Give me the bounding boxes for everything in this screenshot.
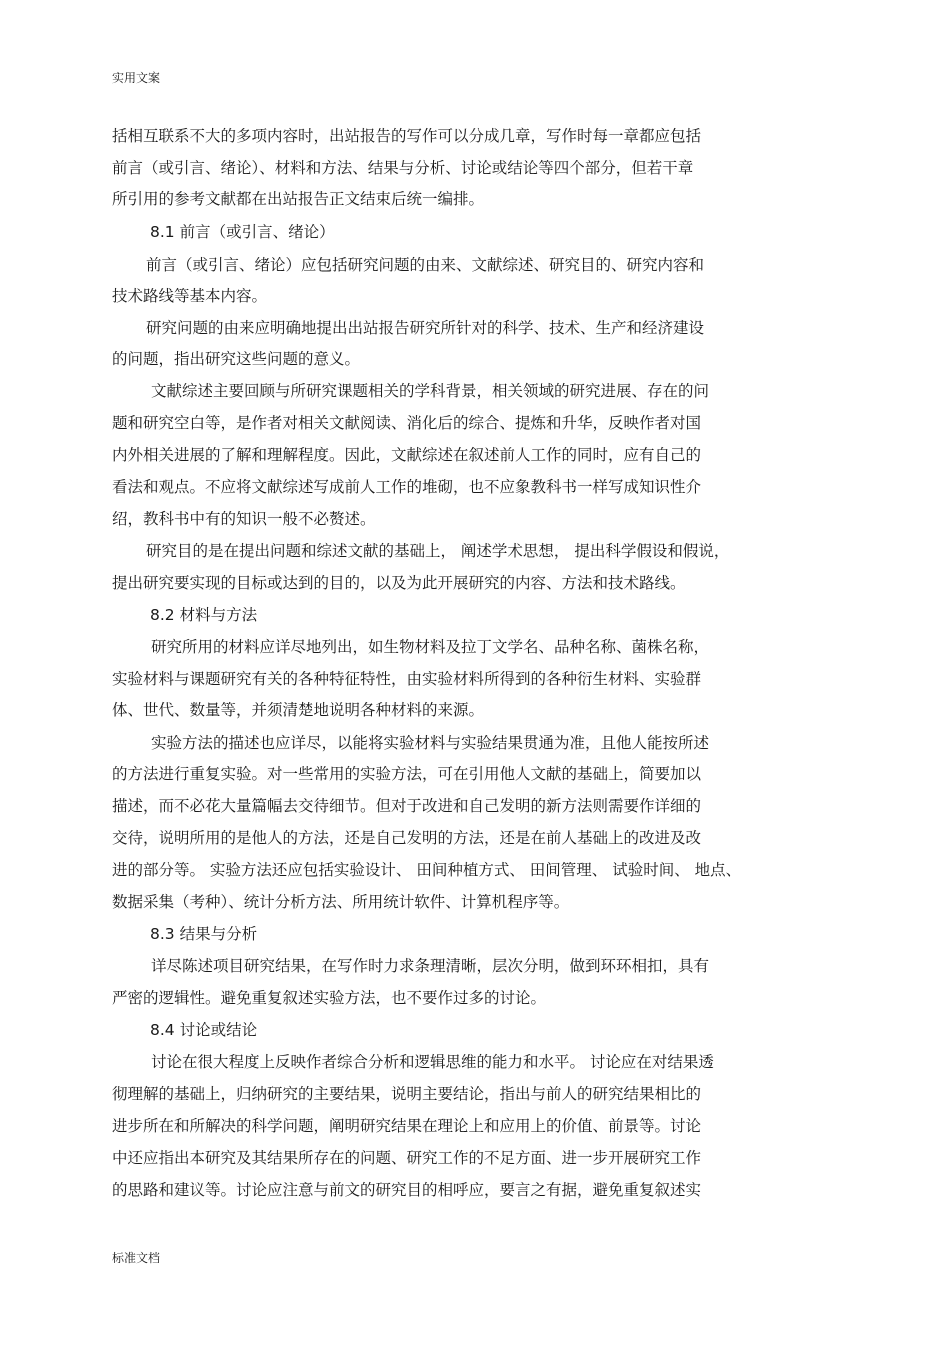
paragraph-line: 交待，说明所用的是他人的方法，还是自己发明的方法，还是在前人基础上的改进及改 [112, 829, 702, 847]
paragraph-line: 绍，教科书中有的知识一般不必赘述。 [112, 510, 376, 528]
paragraph-line: 严密的逻辑性。避免重复叙述实验方法，也不要作过多的讨论。 [112, 989, 547, 1007]
paragraph-line: 所引用的参考文献都在出站报告正文结束后统一编排。 [112, 190, 485, 208]
paragraph-line: 括相互联系不大的多项内容时，出站报告的写作可以分成几章，写作时每一章都应包括 [112, 127, 702, 145]
section-heading: 8.2 材料与方法 [150, 606, 258, 624]
paragraph-line: 题和研究空白等，是作者对相关文献阅读、消化后的综合、提炼和升华，反映作者对国 [112, 414, 702, 432]
paragraph-line: 体、世代、数量等，并须清楚地说明各种材料的来源。 [112, 701, 485, 719]
paragraph-line: 讨论在很大程度上反映作者综合分析和逻辑思维的能力和水平。 讨论应在对结果透 [151, 1053, 714, 1071]
paragraph-line: 进的部分等。 实验方法还应包括实验设计、 田间种植方式、 田间管理、 试验时间、 地点、 [112, 861, 742, 879]
paragraph-line: 看法和观点。不应将文献综述写成前人工作的堆砌，也不应象教科书一样写成知识性介 [112, 478, 702, 496]
paragraph-line: 技术路线等基本内容。 [112, 287, 268, 305]
page-header: 实用文案 [112, 71, 161, 85]
paragraph-line: 进步所在和所解决的科学问题，阐明研究结果在理论上和应用上的价值、前景等。讨论 [112, 1117, 702, 1135]
paragraph-line: 研究目的是在提出问题和综述文献的基础上， 阐述学术思想， 提出科学假设和假说， [146, 542, 730, 560]
paragraph-line: 描述，而不必花大量篇幅去交待细节。但对于改进和自己发明的新方法则需要作详细的 [112, 797, 702, 815]
paragraph-line: 内外相关进展的了解和理解程度。因此，文献综述在叙述前人工作的同时，应有自己的 [112, 446, 702, 464]
paragraph-line: 中还应指出本研究及其结果所存在的问题、研究工作的不足方面、进一步开展研究工作 [112, 1149, 702, 1167]
paragraph-line: 详尽陈述项目研究结果，在写作时力求条理清晰，层次分明，做到环环相扣，具有 [151, 957, 710, 975]
paragraph-line: 研究问题的由来应明确地提出出站报告研究所针对的科学、技术、生产和经济建设 [146, 319, 705, 337]
paragraph-line: 数据采集（考种）、统计分析方法、所用统计软件、计算机程序等。 [112, 893, 570, 911]
paragraph-line: 实验方法的描述也应详尽，以能将实验材料与实验结果贯通为准，且他人能按所述 [151, 734, 710, 752]
page-footer: 标准文档 [112, 1251, 161, 1265]
paragraph-line: 的思路和建议等。讨论应注意与前文的研究目的相呼应，要言之有据，避免重复叙述实 [112, 1181, 702, 1199]
paragraph-line: 的方法进行重复实验。对一些常用的实验方法，可在引用他人文献的基础上，简要加以 [112, 765, 702, 783]
section-heading: 8.1 前言（或引言、绪论） [150, 223, 335, 241]
paragraph-line: 研究所用的材料应详尽地列出，如生物材料及拉丁文学名、品种名称、菌株名称， [151, 638, 710, 656]
paragraph-line: 前言（或引言、绪论）、材料和方法、结果与分析、讨论或结论等四个部分，但若干章 [112, 159, 694, 177]
paragraph-line: 提出研究要实现的目标或达到的目的，以及为此开展研究的内容、方法和技术路线。 [112, 574, 686, 592]
paragraph-line: 文献综述主要回顾与所研究课题相关的学科背景，相关领域的研究进展、存在的问 [151, 382, 710, 400]
paragraph-line: 彻理解的基础上，归纳研究的主要结果，说明主要结论，指出与前人的研究结果相比的 [112, 1085, 702, 1103]
paragraph-line: 前言（或引言、绪论）应包括研究问题的由来、文献综述、研究目的、研究内容和 [146, 256, 705, 274]
section-heading: 8.4 讨论或结论 [150, 1021, 258, 1039]
paragraph-line: 的问题，指出研究这些问题的意义。 [112, 350, 361, 368]
paragraph-line: 实验材料与课题研究有关的各种特征特性，由实验材料所得到的各种衍生材料、实验群 [112, 670, 702, 688]
section-heading: 8.3 结果与分析 [150, 925, 258, 943]
